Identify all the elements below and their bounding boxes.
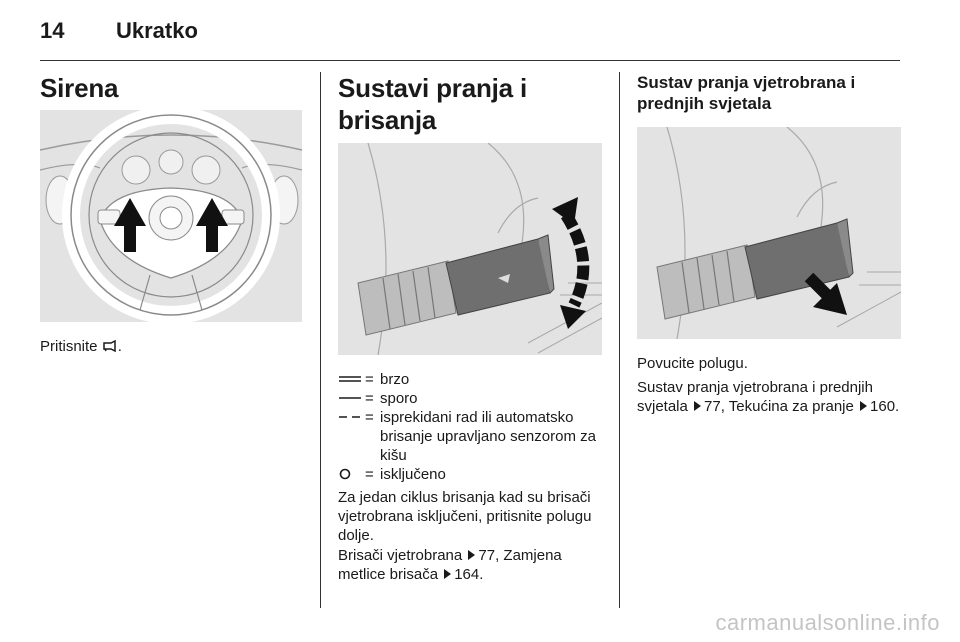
washer-ref-text-c[interactable]: 160. — [870, 398, 900, 415]
page-ref-arrow-icon — [444, 569, 451, 579]
page-ref-arrow-icon — [468, 550, 475, 560]
wipers-paragraph-2 — [338, 546, 604, 584]
dashed-line-icon — [338, 408, 362, 427]
watermark: carmanualsonline.info — [715, 610, 940, 635]
washer-paragraph-1: Povucite polugu. — [637, 355, 748, 372]
legend-row-fast — [338, 370, 606, 389]
legend-text-slow: sporo — [380, 390, 418, 407]
column-washer — [637, 72, 901, 114]
legend-eq: = — [365, 390, 374, 407]
column-horn — [40, 72, 306, 104]
header-rule — [40, 60, 900, 61]
washer-stalk-figure — [637, 127, 901, 339]
wiper-legend — [338, 370, 606, 484]
single-line-icon — [338, 389, 362, 408]
washer-paragraph-2 — [637, 378, 901, 416]
double-line-icon — [338, 370, 362, 389]
page-ref-arrow-icon — [694, 401, 701, 411]
horn-instruction — [40, 337, 306, 356]
wipers-paragraph-1: Za jedan ciklus brisanja kad su brisači vjetrobrana isključeni, pritisnite polugu dolje. — [338, 489, 592, 544]
horn-instruction-text: Pritisnite — [40, 338, 98, 355]
washer-heading: Sustav pranja vjetrobrana i prednjih svjetala — [637, 73, 856, 113]
horn-heading: Sirena — [40, 73, 119, 103]
horn-instruction-end: . — [117, 338, 122, 355]
washer-ref-text-b[interactable]: 77, Tekućina za pranje — [704, 398, 854, 415]
legend-row-slow — [338, 389, 606, 408]
wipers-ref-text-c[interactable]: 164. — [454, 566, 484, 583]
legend-text-interval: isprekidani rad ili automatsko brisanje upravljano senzorom za kišu — [380, 409, 596, 464]
washer-ref-text-a: Sustav pranja vjetrobrana i prednjih svjetala — [637, 379, 873, 415]
legend-eq: = — [365, 466, 374, 483]
wipers-ref-text-b[interactable]: 77, Zamjena metlice brisača — [338, 547, 562, 583]
section-title: Ukratko — [116, 18, 198, 43]
column-divider-2 — [619, 72, 620, 608]
column-divider-1 — [320, 72, 321, 608]
legend-row-interval — [338, 408, 606, 465]
wiper-stalk-figure — [338, 143, 602, 355]
legend-text-off: isključeno — [380, 466, 446, 483]
legend-eq: = — [365, 371, 374, 388]
legend-eq: = — [365, 409, 374, 426]
legend-row-off — [338, 465, 606, 484]
page-number: 14 — [40, 18, 65, 43]
page-ref-arrow-icon — [860, 401, 867, 411]
wipers-heading: Sustavi pranja i brisanja — [338, 73, 527, 135]
circle-icon — [338, 465, 362, 484]
legend-text-fast: brzo — [380, 371, 410, 388]
wipers-ref-text-a: Brisači vjetrobrana — [338, 547, 463, 564]
steering-wheel-figure — [40, 110, 302, 322]
page-header — [40, 18, 900, 48]
horn-icon — [102, 340, 118, 352]
